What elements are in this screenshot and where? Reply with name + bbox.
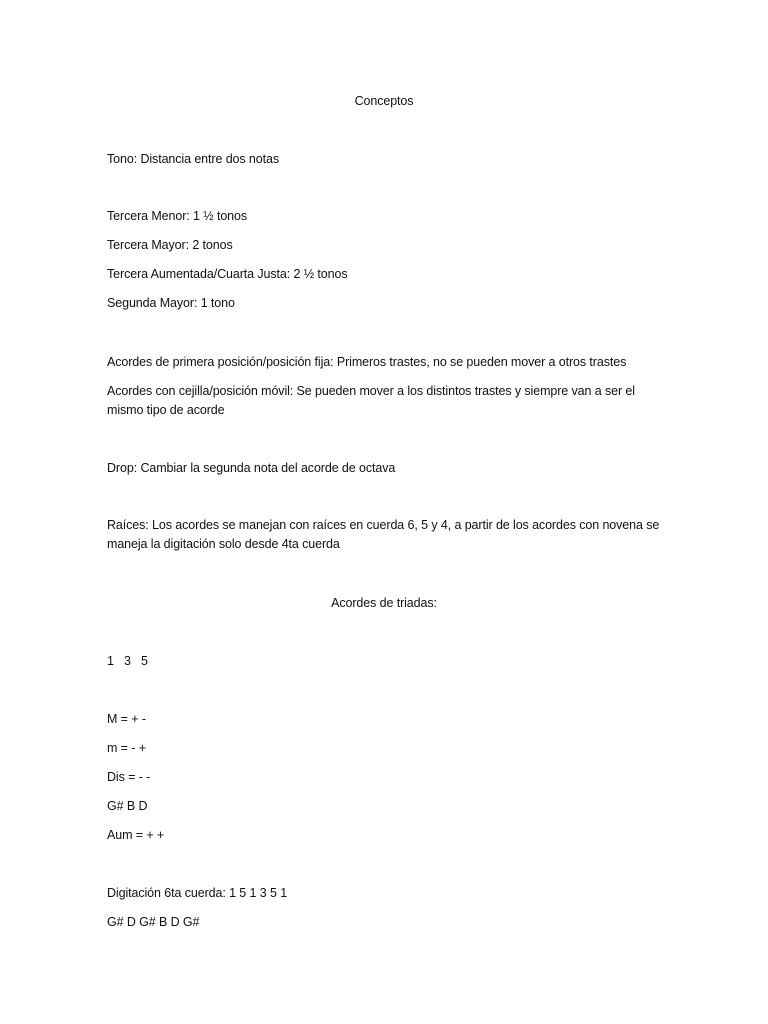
interval-segunda-mayor: Segunda Mayor: 1 tono [107, 296, 235, 310]
digitacion-notes: G# D G# B D G# [107, 915, 200, 929]
digitacion-6ta-cuerda: Digitación 6ta cuerda: 1 5 1 3 5 1 [107, 886, 288, 900]
acordes-primera-posicion: Acordes de primera posición/posición fija: Primeros trastes, no se pueden mover a otros trastes [107, 355, 627, 369]
acordes-cejilla: Acordes con cejilla/posición móvil: Se pueden mover a los distintos trastes y siempre van a ser el mismo tipo de acorde [107, 384, 635, 417]
interval-tercera-menor: Tercera Menor: 1 ½ tonos [107, 209, 248, 223]
interval-tercera-aumentada: Tercera Aumentada/Cuarta Justa: 2 ½ tonos [107, 267, 348, 281]
drop-definition: Drop: Cambiar la segunda nota del acorde de octava [107, 461, 396, 475]
triad-menor: m = - + [107, 741, 146, 755]
tono-definition: Tono: Distancia entre dos notas [107, 152, 280, 166]
triad-notes-example: G# B D [107, 799, 148, 813]
raices-definition: Raíces: Los acordes se manejan con raíces en cuerda 6, 5 y 4, a partir de los acordes con novena se maneja la digitación solo desde 4ta cuerda [107, 518, 660, 551]
triad-degrees: 1 3 5 [107, 654, 148, 668]
triad-aumentado: Aum = + + [107, 828, 165, 842]
section-title-triadas: Acordes de triadas: [331, 596, 437, 610]
page-title: Conceptos [354, 94, 414, 108]
triad-disminuido: Dis = - - [107, 770, 151, 784]
triad-mayor: M = + - [107, 712, 146, 726]
interval-tercera-mayor: Tercera Mayor: 2 tonos [107, 238, 233, 252]
